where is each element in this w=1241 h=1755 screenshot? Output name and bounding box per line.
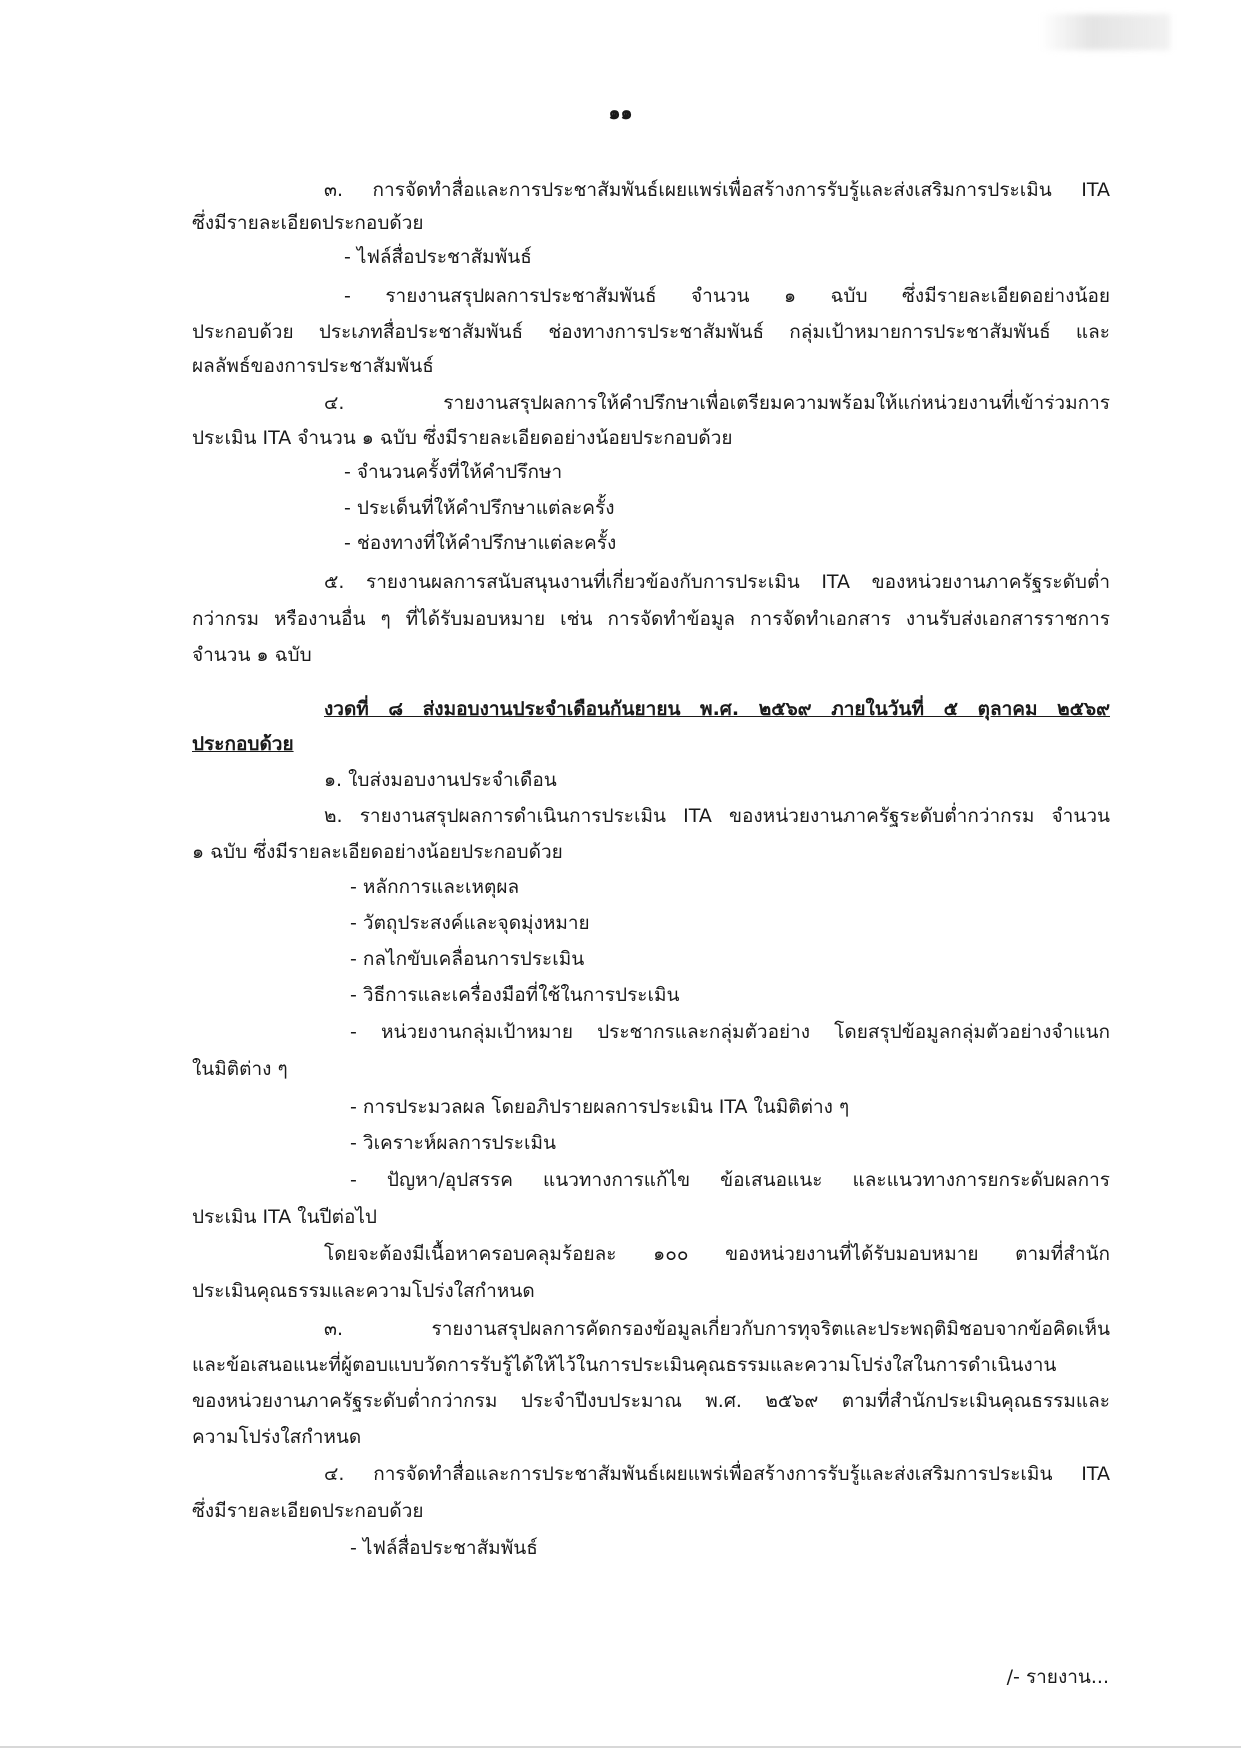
text-line: จำนวน ๑ ฉบับ [192,644,312,666]
text-line: โดยจะต้องมีเนื้อหาครอบคลุมร้อยละ ๑๐๐ ของหน่วยงานที่ได้รับมอบหมาย ตามที่สำนัก [324,1243,1110,1265]
text-line: ประเมิน ITA ในปีต่อไป [192,1206,377,1228]
text-line: ซึ่งมีรายละเอียดประกอบด้วย [192,212,424,234]
page-number: ๑๑ [608,102,633,124]
bullet-line: - ไฟล์สื่อประชาสัมพันธ์ [344,246,532,268]
text-line: ๓. การจัดทำสื่อและการประชาสัมพันธ์เผยแพร่เพื่อสร้างการรับรู้และส่งเสริมการประเมิน ITA [324,179,1110,201]
bullet-line: - ปัญหา/อุปสรรค แนวทางการแก้ไข ข้อเสนอแนะ และแนวทางการยกระดับผลการ [350,1169,1110,1191]
bullet-line: - การประมวลผล โดยอภิปรายผลการประเมิน ITA ในมิติต่าง ๆ [350,1096,850,1118]
installment-heading-cont: ประกอบด้วย [192,733,294,755]
text-line: ๒. รายงานสรุปผลการดำเนินการประเมิน ITA ของหน่วยงานภาครัฐระดับต่ำกว่ากรม จำนวน [324,805,1110,827]
bullet-line: - วิธีการและเครื่องมือที่ใช้ในการประเมิน [350,984,680,1006]
text-line: ๑. ใบส่งมอบงานประจำเดือน [324,769,557,791]
continuation-footer: /- รายงาน... [1006,1666,1109,1688]
bullet-line: - รายงานสรุปผลการประชาสัมพันธ์ จำนวน ๑ ฉบับ ซึ่งมีรายละเอียดอย่างน้อย [344,285,1110,307]
text-line: ๔. การจัดทำสื่อและการประชาสัมพันธ์เผยแพร่เพื่อสร้างการรับรู้และส่งเสริมการประเมิน ITA [324,1463,1110,1485]
text-line: ประเมินคุณธรรมและความโปร่งใสกำหนด [192,1280,535,1302]
text-line: และข้อเสนอแนะที่ผู้ตอบแบบวัดการรับรู้ได้ให้ไว้ในการประเมินคุณธรรมและความโปร่งใสในการดำเนินงาน [192,1354,1057,1376]
text-line: ๓. รายงานสรุปผลการคัดกรองข้อมูลเกี่ยวกับการทุจริตและประพฤติมิชอบจากข้อคิดเห็น [324,1318,1110,1340]
bullet-line: - กลไกขับเคลื่อนการประเมิน [350,948,585,970]
text-line: ของหน่วยงานภาครัฐระดับต่ำกว่ากรม ประจำปีงบประมาณ พ.ศ. ๒๕๖๙ ตามที่สำนักประเมินคุณธรรมและ [192,1390,1110,1412]
text-line: ความโปร่งใสกำหนด [192,1426,362,1448]
bullet-line: - ไฟล์สื่อประชาสัมพันธ์ [350,1537,538,1559]
bullet-line: - วัตถุประสงค์และจุดมุ่งหมาย [350,912,590,934]
text-line: ประเมิน ITA จำนวน ๑ ฉบับ ซึ่งมีรายละเอียดอย่างน้อยประกอบด้วย [192,427,733,449]
bullet-line: - วิเคราะห์ผลการประเมิน [350,1132,557,1154]
installment-heading: งวดที่ ๘ ส่งมอบงานประจำเดือนกันยายน พ.ศ. ๒๕๖๙ ภายในวันที่ ๕ ตุลาคม ๒๕๖๙ [324,698,1110,720]
bullet-line: - ประเด็นที่ให้คำปรึกษาแต่ละครั้ง [344,497,615,519]
bullet-line: - หลักการและเหตุผล [350,876,520,898]
scan-smudge [1040,14,1170,50]
bullet-line: - จำนวนครั้งที่ให้คำปรึกษา [344,461,563,483]
bullet-line: - ช่องทางที่ให้คำปรึกษาแต่ละครั้ง [344,532,617,554]
text-line: ๔. รายงานสรุปผลการให้คำปรึกษาเพื่อเตรียมความพร้อมให้แก่หน่วยงานที่เข้าร่วมการ [324,392,1110,414]
text-line: ซึ่งมีรายละเอียดประกอบด้วย [192,1500,424,1522]
text-line: ในมิติต่าง ๆ [192,1058,288,1080]
bullet-line: - หน่วยงานกลุ่มเป้าหมาย ประชากรและกลุ่มตัวอย่าง โดยสรุปข้อมูลกลุ่มตัวอย่างจำแนก [350,1021,1110,1043]
text-line: ประกอบด้วย ประเภทสื่อประชาสัมพันธ์ ช่องทางการประชาสัมพันธ์ กลุ่มเป้าหมายการประชาสัมพันธ์ และ [192,321,1110,343]
text-line: ผลลัพธ์ของการประชาสัมพันธ์ [192,355,434,377]
text-line: ๑ ฉบับ ซึ่งมีรายละเอียดอย่างน้อยประกอบด้วย [192,841,563,863]
text-line: ๕. รายงานผลการสนับสนุนงานที่เกี่ยวข้องกับการประเมิน ITA ของหน่วยงานภาครัฐระดับต่ำ [324,571,1110,593]
text-line: กว่ากรม หรืองานอื่น ๆ ที่ได้รับมอบหมาย เช่น การจัดทำข้อมูล การจัดทำเอกสาร งานรับส่งเอกสารราชการ [192,608,1110,630]
scan-edge [0,1746,1241,1748]
